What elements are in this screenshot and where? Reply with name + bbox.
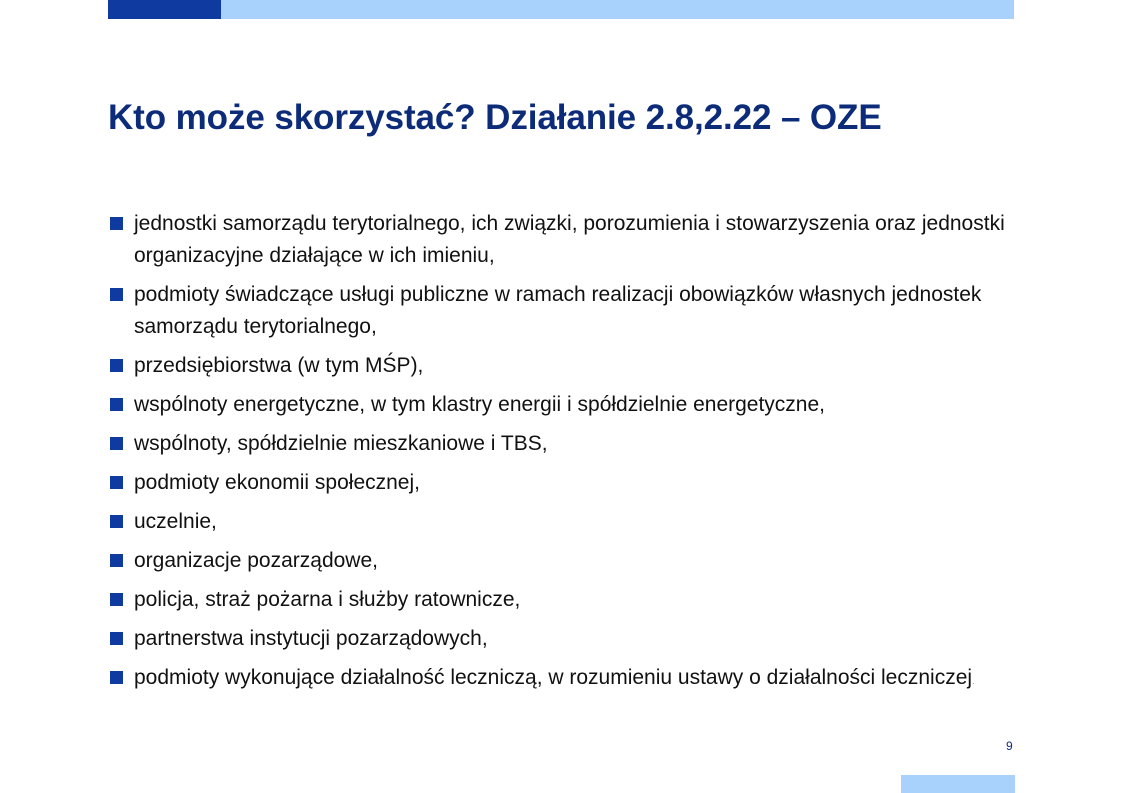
header-accent-bar-light	[221, 0, 1014, 19]
list-item-text: wspólnoty energetyczne, w tym klastry energii i spółdzielnie energetyczne,	[134, 393, 826, 416]
square-bullet-icon	[110, 398, 123, 411]
square-bullet-icon	[110, 632, 123, 645]
list-item-text: partnerstwa instytucji pozarządowych,	[134, 627, 488, 650]
list-item	[108, 467, 1008, 499]
header-accent-bar-dark	[108, 0, 221, 19]
list-item	[108, 506, 1008, 538]
beneficiaries-list	[108, 208, 1008, 705]
list-item-text: podmioty ekonomii społecznej,	[134, 471, 420, 494]
square-bullet-icon	[110, 288, 123, 301]
list-item	[108, 208, 1008, 272]
list-item-text: podmioty wykonujące działalność leczniczą, w rozumieniu ustawy o działalności leczniczej	[134, 666, 973, 689]
square-bullet-icon	[110, 476, 123, 489]
square-bullet-icon	[110, 437, 123, 450]
list-item	[108, 389, 1008, 421]
list-item-text: wspólnoty, spółdzielnie mieszkaniowe i TBS,	[134, 432, 548, 455]
list-item	[108, 662, 1008, 698]
list-item-text: podmioty świadczące usługi publiczne w ramach realizacji obowiązków własnych jednostek samorządu terytorialnego,	[134, 283, 982, 338]
square-bullet-icon	[110, 671, 123, 684]
page-number: 9	[1006, 739, 1013, 753]
footer-accent-bar	[901, 775, 1015, 793]
slide-title: Kto może skorzystać? Działanie 2.8,2.22 – OZE	[108, 98, 882, 137]
list-item-text: jednostki samorządu terytorialnego, ich związki, porozumienia i stowarzyszenia oraz jednostki organizacyjne działające w ich imieniu,	[134, 212, 1005, 267]
list-item-trailing-period: .	[972, 677, 975, 686]
square-bullet-icon	[110, 359, 123, 372]
list-item-text: uczelnie,	[134, 510, 217, 533]
list-item	[108, 584, 1008, 616]
list-item	[108, 279, 1008, 343]
square-bullet-icon	[110, 554, 123, 567]
list-item	[108, 350, 1008, 382]
list-item-text: przedsiębiorstwa (w tym MŚP),	[134, 354, 424, 377]
list-item-text: organizacje pozarządowe,	[134, 549, 378, 572]
square-bullet-icon	[110, 515, 123, 528]
list-item-text: policja, straż pożarna i służby ratownicze,	[134, 588, 521, 611]
square-bullet-icon	[110, 217, 123, 230]
list-item	[108, 545, 1008, 577]
list-item	[108, 428, 1008, 460]
square-bullet-icon	[110, 593, 123, 606]
list-item	[108, 623, 1008, 655]
